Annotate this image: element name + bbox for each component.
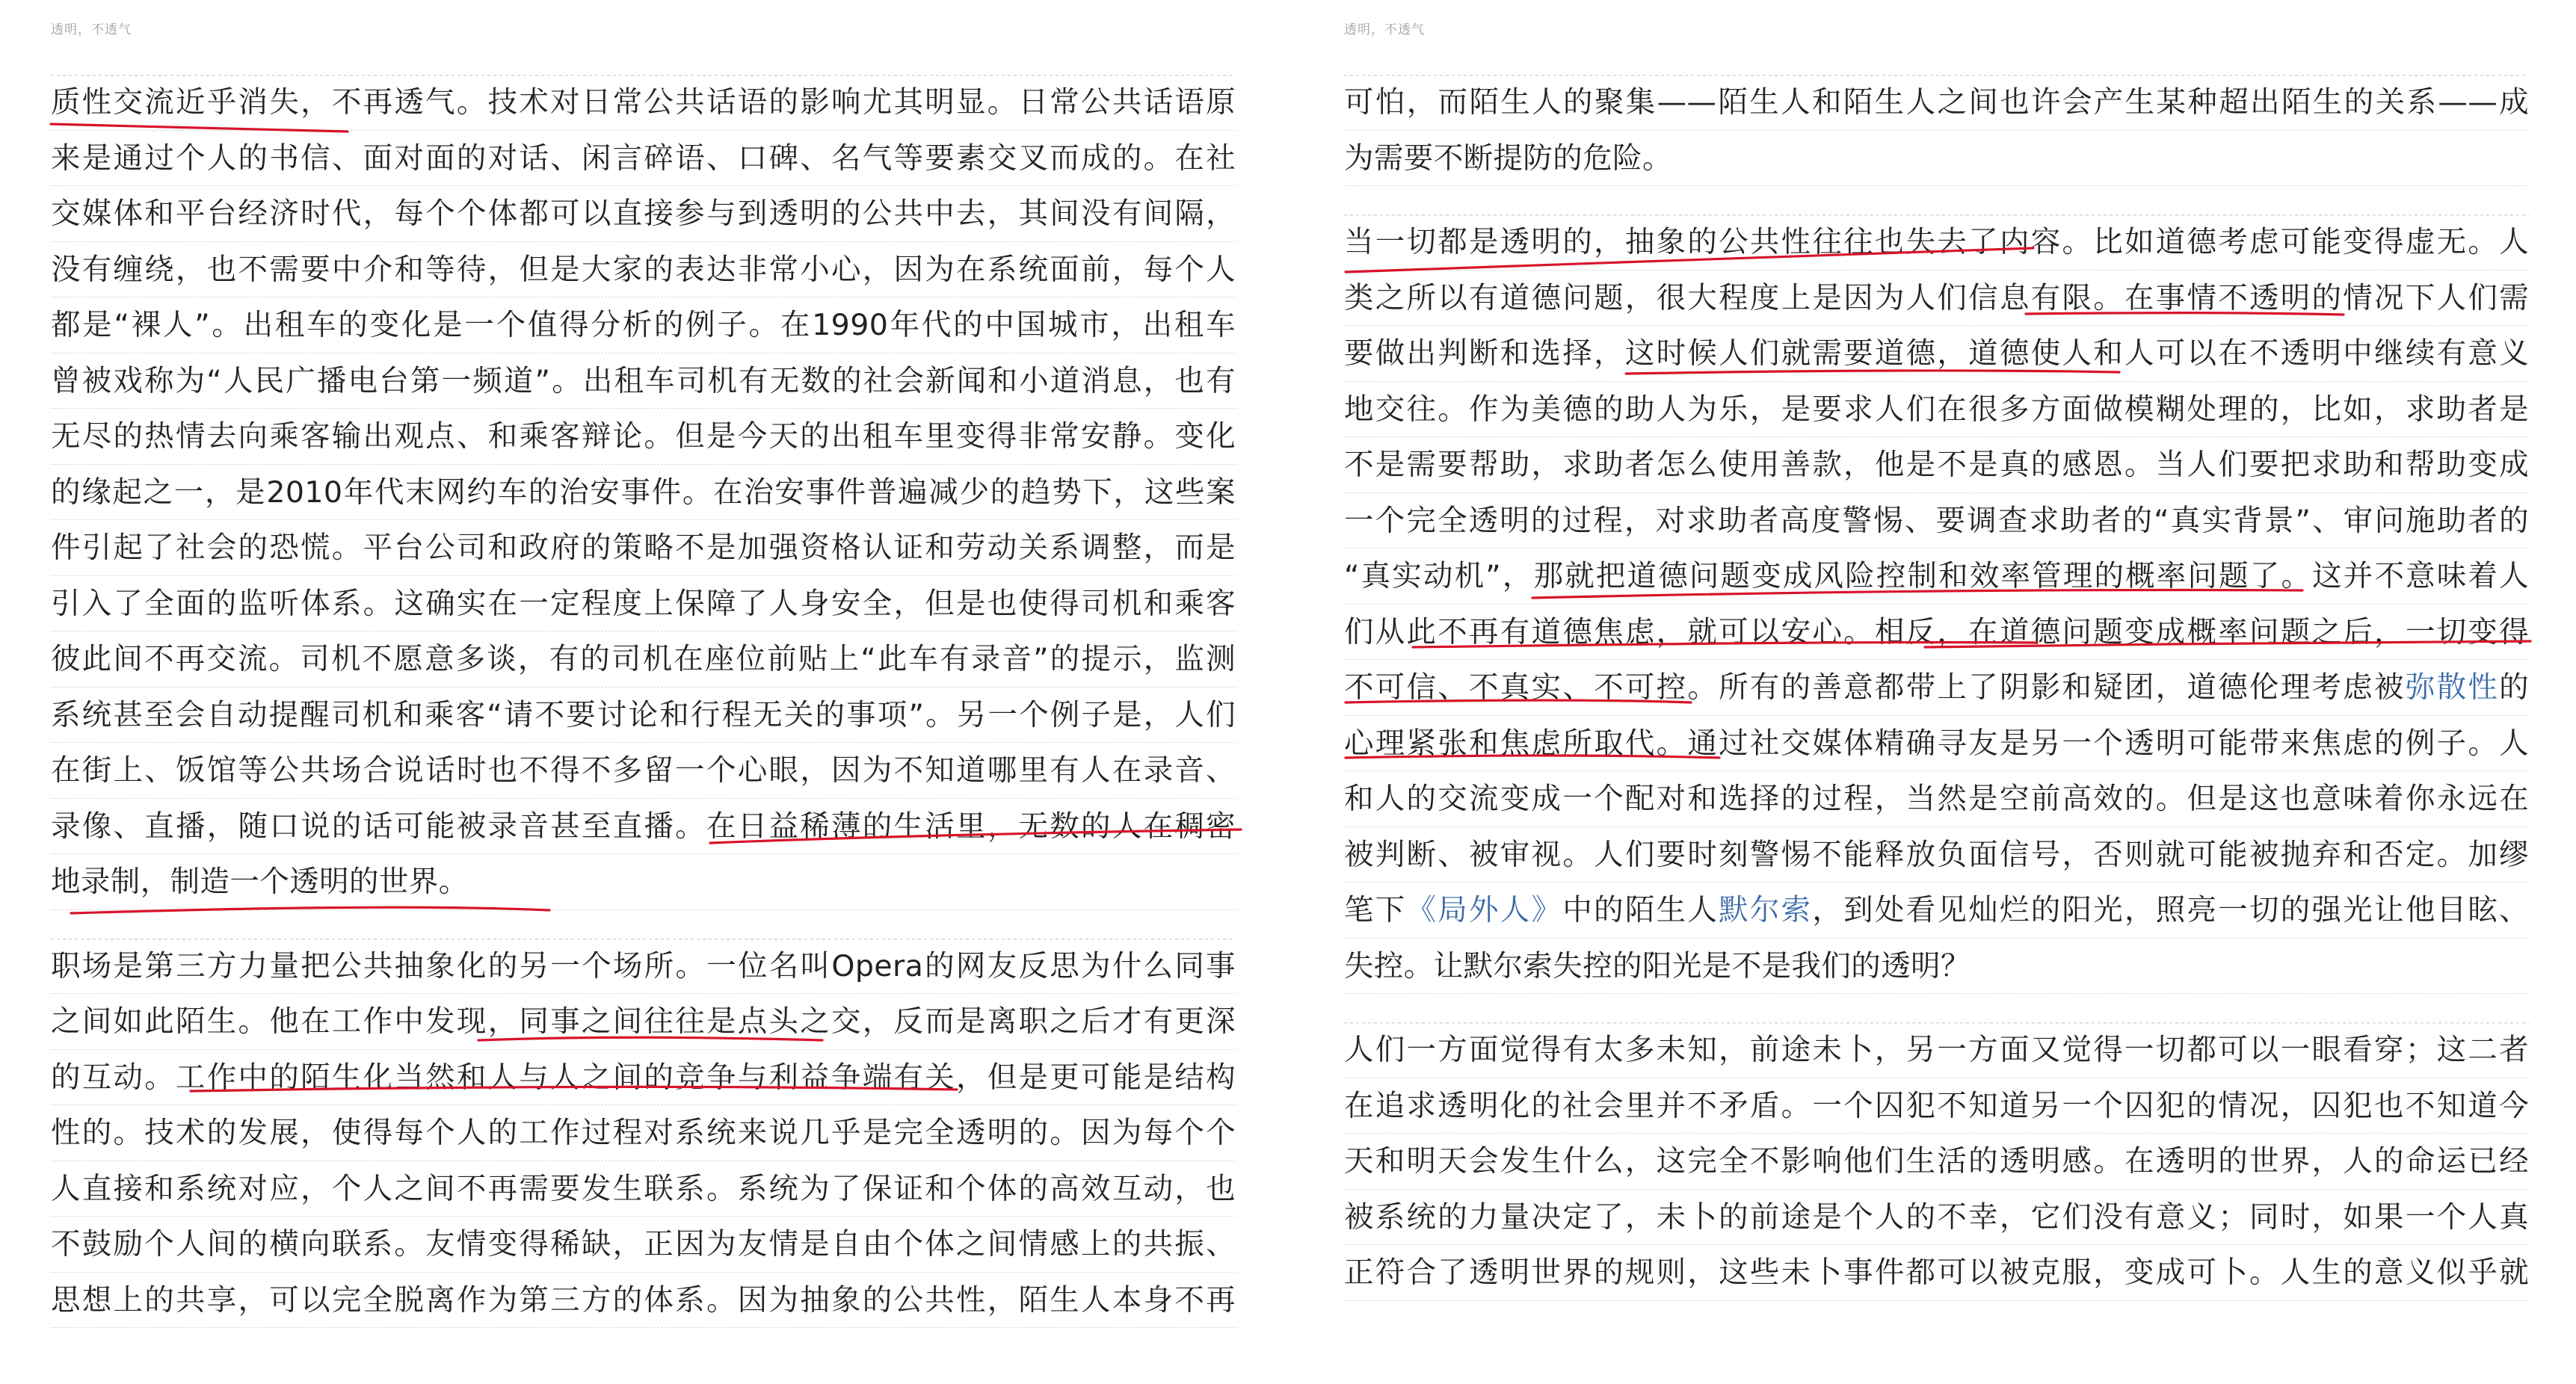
text-line: 录像、直播，随口说的话可能被录音甚至直播。在日益稀薄的生活里，无数的人在稠密: [51, 799, 1236, 855]
right-paragraph-3: [1344, 1022, 2529, 1301]
text-segment: ，到处看见灿烂的阳光，照亮一切的强光让他目眩、: [1812, 893, 2529, 927]
text-line: 要做出判断和选择，这时候人们就需要道德，道德使人和人可以在不透明中继续有意义: [1344, 326, 2529, 382]
text-line: 交媒体和平台经济时代，每个个体都可以直接参与到透明的公共中去，其间没有间隔，: [51, 186, 1236, 242]
text-line: 类之所以有道德问题，很大程度上是因为人们信息有限。在事情不透明的情况下人们需: [1344, 271, 2529, 327]
text-line: 无尽的热情去向乘客输出观点、和乘客辩论。但是今天的出租车里变得非常安静。变化: [51, 409, 1236, 465]
left-paragraph-1: [51, 75, 1236, 910]
text-line: 和人的交流变成一个配对和选择的过程，当然是空前高效的。但是这也意味着你永远在: [1344, 771, 2529, 827]
text-line: 的缘起之一，是2010年代末网约车的治安事件。在治安事件普遍减少的趋势下，这些案: [51, 465, 1236, 521]
text-line: 彼此间不再交流。司机不愿意多谈，有的司机在座位前贴上“此车有录音”的提示，监测: [51, 631, 1236, 688]
right-page: [1288, 0, 2576, 1384]
character-link-meursault[interactable]: 默尔索: [1719, 893, 1813, 927]
text-line: 质性交流近乎消失，不再透气。技术对日常公共话语的影响尤其明显。日常公共话语原: [51, 75, 1236, 131]
text-line: 思想上的共享，可以完全脱离作为第三方的体系。因为抽象的公共性，陌生人本身不再: [51, 1273, 1236, 1329]
text-segment: 中的陌生人: [1562, 893, 1719, 927]
text-segment: 笔下: [1344, 893, 1407, 927]
left-page-content: [51, 75, 1236, 1356]
glossary-link-diffuse[interactable]: 弥散性: [2405, 670, 2500, 705]
text-segment: 的: [2499, 670, 2529, 705]
text-line: 件引起了社会的恐慌。平台公司和政府的策略不是加强资格认证和劳动关系调整，而是: [51, 520, 1236, 576]
text-line: 地交往。作为美德的助人为乐，是要求人们在很多方面做模糊处理的，比如，求助者是: [1344, 382, 2529, 438]
text-line: 不是需要帮助，求助者怎么使用善款，他是不是真的感恩。当人们要把求助和帮助变成: [1344, 437, 2529, 493]
text-segment: 不可信、不真实、不可控。所有的善意都带上了阴影和疑团，道德伦理考虑被: [1344, 670, 2406, 705]
text-line: 来是通过个人的书信、面对面的对话、闲言碎语、口碑、名气等要素交叉而成的。在社: [51, 131, 1236, 187]
text-line: 失控。让默尔索失控的阳光是不是我们的透明？: [1344, 939, 2529, 995]
text-line-with-links: [1344, 883, 2529, 939]
text-line: 都是“裸人”。出租车的变化是一个值得分析的例子。在1990年代的中国城市，出租车: [51, 297, 1236, 353]
text-line: 曾被戏称为“人民广播电台第一频道”。出租车司机有无数的社会新闻和小道消息，也有: [51, 353, 1236, 410]
text-line: 被判断、被审视。人们要时刻警惕不能释放负面信号，否则就可能被抛弃和否定。加缪: [1344, 827, 2529, 883]
text-line: 当一切都是透明的，抽象的公共性往往也失去了内容。比如道德考虑可能变得虚无。人: [1344, 214, 2529, 271]
text-line: 心理紧张和焦虑所取代。通过社交媒体精确寻友是另一个透明可能带来焦虑的例子。人: [1344, 716, 2529, 772]
text-line: 天和明天会发生什么，这完全不影响他们生活的透明感。在透明的世界，人的命运已经: [1344, 1134, 2529, 1190]
text-line: 为需要不断提防的危险。: [1344, 131, 2529, 187]
text-line: 在街上、饭馆等公共场合说话时也不得不多留一个心眼，因为不知道哪里有人在录音、: [51, 743, 1236, 799]
text-line: 系统甚至会自动提醒司机和乘客“请不要讨论和行程无关的事项”。另一个例子是，人们: [51, 688, 1236, 744]
text-line: 职场是第三方力量把公共抽象化的另一个场所。一位名叫Opera的网友反思为什么同事: [51, 939, 1236, 995]
right-page-content: [1344, 75, 2529, 1329]
text-line: 性的。技术的发展，使得每个人的工作过程对系统来说几乎是完全透明的。因为每个个: [51, 1105, 1236, 1161]
left-paragraph-2: [51, 939, 1236, 1329]
text-line: 不鼓励个人间的横向联系。友情变得稀缺，正因为友情是自由个体之间情感上的共振、: [51, 1217, 1236, 1273]
right-paragraph-1: [1344, 75, 2529, 186]
text-line-with-link: [1344, 660, 2529, 716]
text-line: 被系统的力量决定了，未卜的前途是个人的不幸，它们没有意义；同时，如果一个人真: [1344, 1190, 2529, 1246]
text-line: 们从此不再有道德焦虑，就可以安心。相反，在道德问题变成概率问题之后，一切变得: [1344, 605, 2529, 661]
text-line: 人们一方面觉得有太多未知，前途未卜，另一方面又觉得一切都可以一眼看穿；这二者: [1344, 1022, 2529, 1078]
text-line: 的互动。工作中的陌生化当然和人与人之间的竞争与利益争端有关，但是更可能是结构: [51, 1050, 1236, 1106]
text-line: “真实动机”，那就把道德问题变成风险控制和效率管理的概率问题了。这并不意味着人: [1344, 549, 2529, 605]
book-link-the-stranger[interactable]: 《局外人》: [1406, 893, 1563, 927]
text-line: 地录制，制造一个透明的世界。: [51, 854, 1236, 910]
left-running-header: 透明，不透气: [51, 22, 132, 37]
text-line: 在追求透明化的社会里并不矛盾。一个囚犯不知道另一个囚犯的情况，囚犯也不知道今: [1344, 1078, 2529, 1134]
text-line: 之间如此陌生。他在工作中发现，同事之间往往是点头之交，反而是离职之后才有更深: [51, 994, 1236, 1050]
text-line: 没有缠绕，也不需要中介和等待，但是大家的表达非常小心，因为在系统面前，每个人: [51, 242, 1236, 298]
text-line: 可怕，而陌生人的聚集——陌生人和陌生人之间也许会产生某种超出陌生的关系——成: [1344, 75, 2529, 131]
text-line: 一个完全透明的过程，对求助者高度警惕、要调查求助者的“真实背景”、审问施助者的: [1344, 493, 2529, 549]
text-line: 正符合了透明世界的规则，这些未卜事件都可以被克服，变成可卜。人生的意义似乎就: [1344, 1245, 2529, 1301]
text-line: 引入了全面的监听体系。这确实在一定程度上保障了人身安全，但是也使得司机和乘客: [51, 576, 1236, 632]
right-running-header: 透明，不透气: [1344, 22, 1425, 37]
text-line: 人直接和系统对应，个人之间不再需要发生联系。系统为了保证和个体的高效互动，也: [51, 1161, 1236, 1217]
right-paragraph-2: [1344, 214, 2529, 994]
